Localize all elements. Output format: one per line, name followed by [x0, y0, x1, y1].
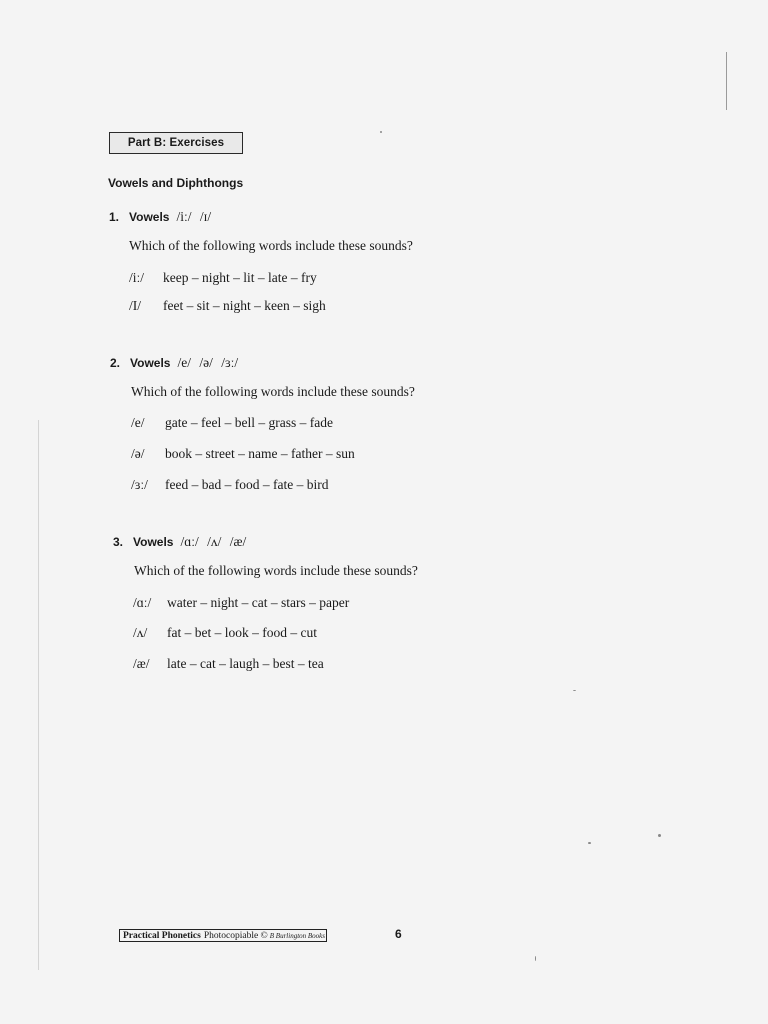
exercise-row [133, 656, 324, 672]
footer-title: Practical Phonetics [123, 930, 201, 941]
word-list: book – street – name – father – sun [165, 446, 355, 461]
word-list: fat – bet – look – food – cut [167, 625, 317, 640]
word-list: gate – feel – bell – grass – fade [165, 415, 333, 430]
exercise-row [131, 446, 355, 462]
exercise-row [131, 477, 328, 493]
exercise-title: Vowels [133, 535, 174, 549]
scan-speck [380, 131, 382, 133]
scan-speck [658, 834, 661, 837]
exercise-phonemes: /iː/ /ɪ/ [176, 209, 212, 224]
exercise-question: Which of the following words include these sounds? [129, 238, 413, 253]
exercise-question: Which of the following words include these sounds? [134, 563, 418, 578]
phoneme-symbol: /ɑː/ [133, 595, 152, 610]
word-list: feed – bad – food – fate – bird [165, 477, 329, 492]
exercise-row [131, 415, 333, 431]
exercise-row [129, 270, 317, 286]
exercise-row [129, 298, 326, 314]
exercise-phonemes: /ɑː/ /ʌ/ /æ/ [180, 534, 247, 549]
exercise-row [133, 625, 317, 641]
scan-speck [588, 842, 591, 844]
footer-text: Photocopiable © [203, 930, 268, 941]
phoneme-symbol: /I/ [129, 298, 141, 313]
word-list: water – night – cat – stars – paper [167, 595, 350, 610]
scan-edge-line [726, 52, 727, 110]
phoneme-symbol: /ʌ/ [133, 625, 148, 640]
phoneme-symbol: /ə/ [131, 446, 145, 461]
phoneme-symbol: /ɜː/ [131, 477, 148, 492]
phoneme-symbol: /iː/ [129, 270, 145, 285]
exercise-title: Vowels [129, 210, 170, 224]
exercise-number: 2. [110, 356, 121, 370]
phoneme-symbol: /æ/ [133, 656, 150, 671]
exercise-phonemes: /e/ /ə/ /ɜː/ [177, 355, 239, 370]
exercise-title: Vowels [130, 356, 171, 370]
word-list: late – cat – laugh – best – tea [167, 656, 324, 671]
scan-speck [573, 690, 576, 691]
part-label: Part B: Exercises [127, 137, 225, 149]
word-list: keep – night – lit – late – fry [163, 270, 317, 285]
page-number: 6 [395, 927, 402, 941]
exercise-row [133, 595, 349, 611]
exercise-heading [113, 534, 246, 550]
word-list: feet – sit – night – keen – sigh [163, 298, 326, 313]
footer-publisher: B Burlington Books [269, 931, 325, 940]
part-label-box [109, 132, 243, 154]
exercise-heading [110, 355, 238, 371]
section-title: Vowels and Diphthongs [108, 176, 244, 190]
exercise-heading [109, 209, 211, 225]
exercise-number: 3. [113, 535, 124, 549]
exercise-question: Which of the following words include these sounds? [131, 384, 415, 399]
scan-edge-line [38, 420, 39, 970]
scan-speck [535, 956, 536, 961]
exercise-number: 1. [109, 210, 120, 224]
phoneme-symbol: /e/ [131, 415, 145, 430]
footer-credit [119, 929, 327, 942]
